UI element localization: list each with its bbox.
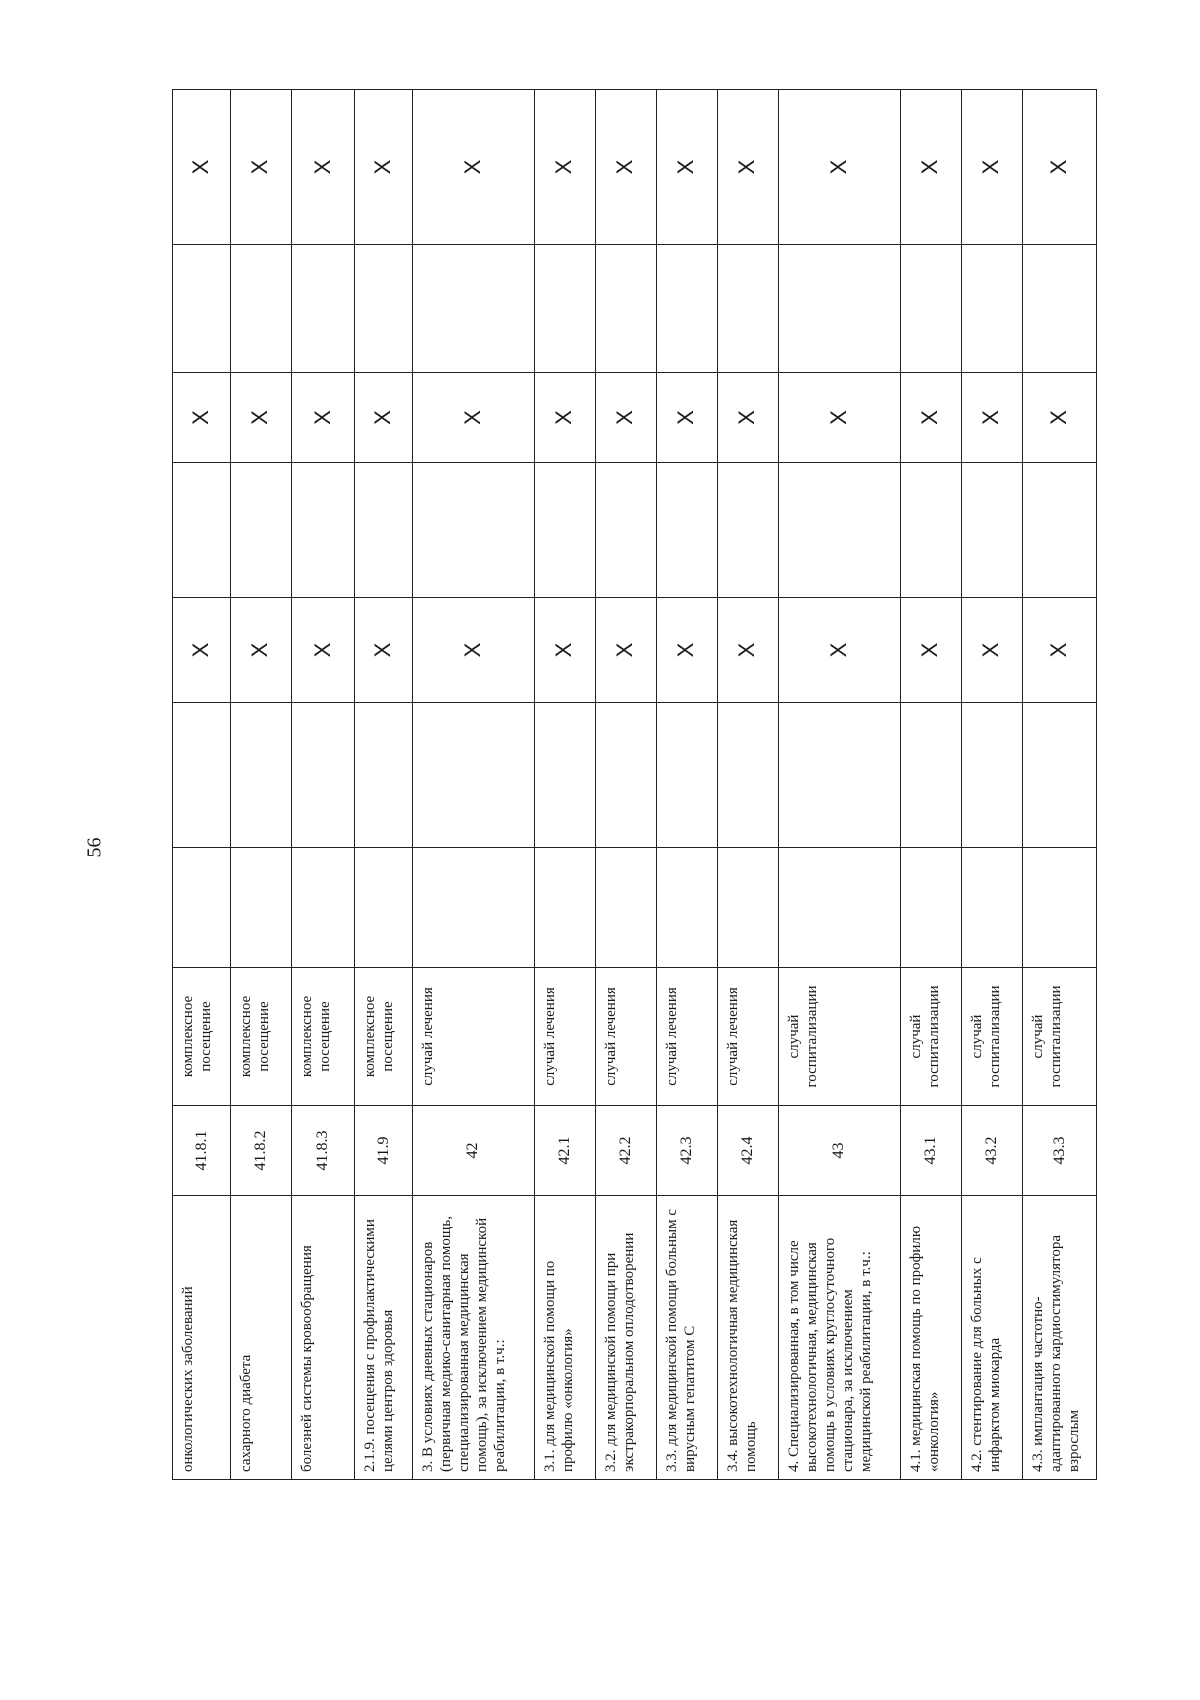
value-cell: [291, 703, 354, 848]
table-row: [595, 90, 656, 1480]
table-row: [900, 90, 961, 1480]
table-row: [173, 90, 231, 1480]
table-row: [412, 90, 534, 1480]
indicator-name-cell: 3.2. для медицинской помощи при экстракорпоральном оплодотворении: [595, 1196, 656, 1480]
value-cell: X: [717, 90, 778, 245]
row-number-cell: 42.2: [595, 1106, 656, 1196]
indicator-name-cell: 4.2. стентирование для больных с инфарктом миокарда: [961, 1196, 1022, 1480]
indicator-name-cell: болезней системы кровообращения: [291, 1196, 354, 1480]
value-cell: [230, 703, 291, 848]
indicator-name-cell: онкологических заболеваний: [173, 1196, 231, 1480]
value-cell: [656, 245, 717, 373]
value-cell: [778, 848, 900, 968]
value-cell: [717, 463, 778, 598]
value-cell: [354, 848, 412, 968]
value-cell: [173, 703, 231, 848]
value-cell: X: [656, 90, 717, 245]
value-cell: [173, 463, 231, 598]
row-number-cell: 42.1: [534, 1106, 595, 1196]
value-cell: [778, 245, 900, 373]
table-row: [961, 90, 1022, 1480]
value-cell: X: [595, 373, 656, 463]
value-cell: [173, 245, 231, 373]
value-cell: X: [961, 373, 1022, 463]
row-number-cell: 42: [412, 1106, 534, 1196]
row-number-cell: 43.2: [961, 1106, 1022, 1196]
unit-cell: комплексное посещение: [173, 968, 231, 1106]
value-cell: [961, 848, 1022, 968]
value-cell: X: [412, 598, 534, 703]
value-cell: X: [173, 598, 231, 703]
table-row: [534, 90, 595, 1480]
unit-cell: случай лечения: [534, 968, 595, 1106]
value-cell: [354, 463, 412, 598]
value-cell: [656, 463, 717, 598]
value-cell: X: [900, 598, 961, 703]
row-number-cell: 41.9: [354, 1106, 412, 1196]
unit-cell: комплексное посещение: [354, 968, 412, 1106]
indicator-name-cell: 3. В условиях дневных стационаров (первичная медико-санитарная помощь, специализированная медицинская помощь), за исключением медицинской реабилитации, в т.ч.:: [412, 1196, 534, 1480]
value-cell: [1022, 703, 1096, 848]
value-cell: [778, 463, 900, 598]
value-cell: X: [1022, 90, 1096, 245]
unit-cell: случай лечения: [412, 968, 534, 1106]
row-number-cell: 42.4: [717, 1106, 778, 1196]
indicator-name-cell: 2.1.9. посещения с профилактическими целями центров здоровья: [354, 1196, 412, 1480]
unit-cell: случай лечения: [595, 968, 656, 1106]
row-number-cell: 41.8.3: [291, 1106, 354, 1196]
value-cell: X: [534, 598, 595, 703]
row-number-cell: 41.8.1: [173, 1106, 231, 1196]
indicator-name-cell: 3.1. для медицинской помощи по профилю «онкология»: [534, 1196, 595, 1480]
value-cell: X: [656, 373, 717, 463]
value-cell: [412, 245, 534, 373]
value-cell: [900, 703, 961, 848]
indicator-name-cell: 3.3. для медицинской помощи больным с вирусным гепатитом С: [656, 1196, 717, 1480]
table-row: [778, 90, 900, 1480]
unit-cell: случай госпитализации: [1022, 968, 1096, 1106]
unit-cell: случай госпитализации: [778, 968, 900, 1106]
row-number-cell: 42.3: [656, 1106, 717, 1196]
value-cell: [291, 463, 354, 598]
value-cell: [1022, 245, 1096, 373]
value-cell: [717, 703, 778, 848]
value-cell: [595, 463, 656, 598]
indicator-name-cell: 3.4. высокотехнологичная медицинская помощь: [717, 1196, 778, 1480]
value-cell: X: [1022, 373, 1096, 463]
value-cell: [412, 703, 534, 848]
value-cell: X: [778, 90, 900, 245]
value-cell: [230, 848, 291, 968]
value-cell: X: [354, 90, 412, 245]
table-row: [717, 90, 778, 1480]
value-cell: [291, 848, 354, 968]
value-cell: [1022, 463, 1096, 598]
value-cell: X: [230, 90, 291, 245]
indicator-name-cell: сахарного диабета: [230, 1196, 291, 1480]
table-row: [230, 90, 291, 1480]
unit-cell: случай госпитализации: [961, 968, 1022, 1106]
value-cell: X: [291, 90, 354, 245]
value-cell: X: [412, 90, 534, 245]
value-cell: X: [230, 373, 291, 463]
value-cell: X: [595, 90, 656, 245]
table-body: [173, 90, 1097, 1480]
value-cell: X: [230, 598, 291, 703]
value-cell: [778, 703, 900, 848]
value-cell: [412, 463, 534, 598]
value-cell: X: [961, 598, 1022, 703]
rotated-table-wrapper: [172, 90, 1097, 1480]
table-row: [354, 90, 412, 1480]
value-cell: [595, 848, 656, 968]
unit-cell: случай лечения: [717, 968, 778, 1106]
value-cell: X: [291, 598, 354, 703]
value-cell: [534, 703, 595, 848]
value-cell: X: [656, 598, 717, 703]
value-cell: X: [173, 373, 231, 463]
value-cell: [534, 848, 595, 968]
row-number-cell: 41.8.2: [230, 1106, 291, 1196]
value-cell: X: [717, 598, 778, 703]
value-cell: [534, 245, 595, 373]
unit-cell: случай госпитализации: [900, 968, 961, 1106]
value-cell: [230, 245, 291, 373]
value-cell: [1022, 848, 1096, 968]
table-row: [291, 90, 354, 1480]
value-cell: X: [412, 373, 534, 463]
value-cell: [534, 463, 595, 598]
value-cell: X: [354, 598, 412, 703]
value-cell: [656, 848, 717, 968]
value-cell: [173, 848, 231, 968]
unit-cell: случай лечения: [656, 968, 717, 1106]
value-cell: X: [778, 598, 900, 703]
value-cell: X: [534, 373, 595, 463]
value-cell: [717, 848, 778, 968]
value-cell: [230, 463, 291, 598]
unit-cell: комплексное посещение: [291, 968, 354, 1106]
value-cell: X: [900, 373, 961, 463]
unit-cell: комплексное посещение: [230, 968, 291, 1106]
value-cell: [656, 703, 717, 848]
value-cell: [900, 463, 961, 598]
value-cell: X: [1022, 598, 1096, 703]
value-cell: X: [778, 373, 900, 463]
indicator-name-cell: 4. Специализированная, в том числе высокотехнологичная, медицинская помощь в условиях круглосуточного стационара, за исключением медицинской реабилитации, в т.ч.:: [778, 1196, 900, 1480]
value-cell: [354, 703, 412, 848]
value-cell: [961, 245, 1022, 373]
indicator-name-cell: 4.1. медицинская помощь по профилю «онкология»: [900, 1196, 961, 1480]
table-row: [656, 90, 717, 1480]
value-cell: X: [291, 373, 354, 463]
table-row: [1022, 90, 1096, 1480]
value-cell: [354, 245, 412, 373]
row-number-cell: 43.1: [900, 1106, 961, 1196]
value-cell: [961, 463, 1022, 598]
value-cell: X: [173, 90, 231, 245]
indicator-name-cell: 4.3. имплантация частотно-адаптированного кардиостимулятора взрослым: [1022, 1196, 1096, 1480]
value-cell: [291, 245, 354, 373]
value-cell: X: [900, 90, 961, 245]
data-table: [172, 89, 1097, 1480]
value-cell: X: [534, 90, 595, 245]
row-number-cell: 43.3: [1022, 1106, 1096, 1196]
value-cell: [900, 245, 961, 373]
row-number-cell: 43: [778, 1106, 900, 1196]
page-number: 56: [83, 837, 106, 858]
value-cell: [900, 848, 961, 968]
value-cell: [961, 703, 1022, 848]
value-cell: [595, 703, 656, 848]
value-cell: X: [595, 598, 656, 703]
value-cell: [595, 245, 656, 373]
value-cell: X: [961, 90, 1022, 245]
value-cell: [412, 848, 534, 968]
value-cell: X: [717, 373, 778, 463]
value-cell: [717, 245, 778, 373]
value-cell: X: [354, 373, 412, 463]
